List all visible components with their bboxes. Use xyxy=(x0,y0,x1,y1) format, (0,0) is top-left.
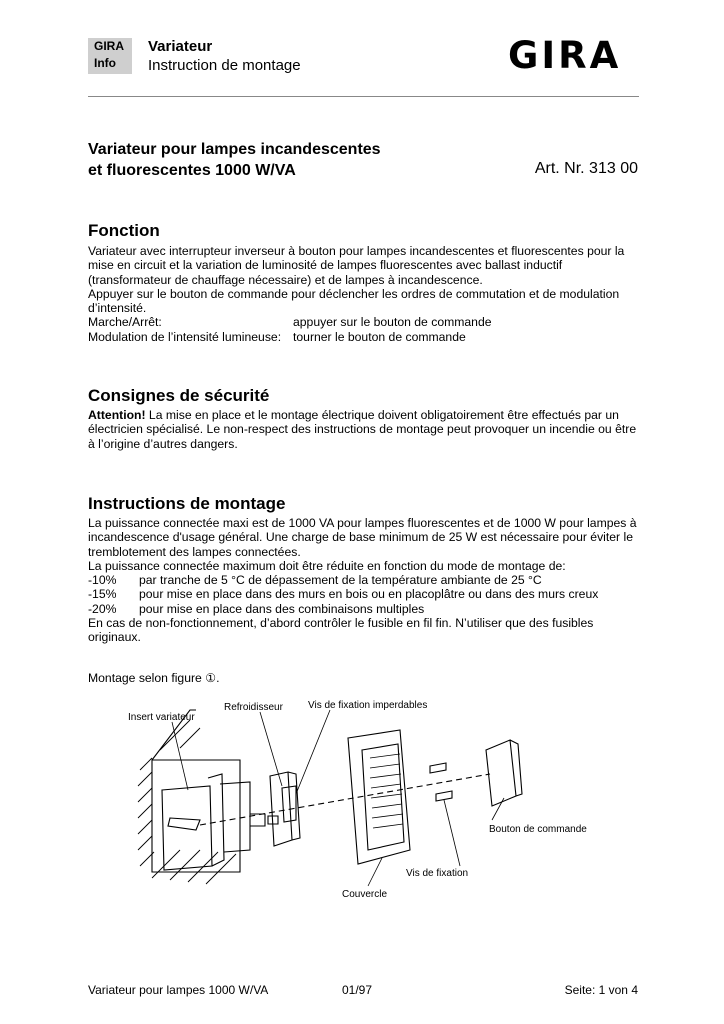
fonction-para2: Appuyer sur le bouton de commande pour déclencher les ordres de commutation et de modulation d’intensité. xyxy=(88,286,620,316)
badge-line1: GIRA xyxy=(94,39,124,53)
montage-para3: En cas de non-fonctionnement, d’abord contrôler le fusible en fil fin. N’utiliser que des fusibles originaux. xyxy=(88,616,594,645)
footer-title: Variateur pour lampes 1000 W/VA xyxy=(88,983,269,997)
operation-label: Modulation de l’intensité lumineuse: xyxy=(88,329,282,344)
leader-insert xyxy=(172,722,188,790)
montage-body xyxy=(88,516,638,645)
montage-para2: La puissance connectée maximum doit être réduite en fonction du mode de montage de: xyxy=(88,558,566,573)
footer-page: Seite: 1 von 4 xyxy=(564,983,638,997)
operation-row xyxy=(88,315,638,329)
operation-action: appuyer sur le bouton de commande xyxy=(293,315,492,330)
header-divider xyxy=(88,96,639,97)
cover-grille xyxy=(370,754,403,828)
wall-hatching xyxy=(138,720,236,884)
header-title: Variateur xyxy=(148,38,213,55)
reduction-text: par tranche de 5 °C de dépassement de la température ambiante de 25 °C xyxy=(139,573,542,588)
label-bouton-commande: Bouton de commande xyxy=(489,824,587,835)
reduction-row xyxy=(88,587,638,601)
label-insert-variateur: Insert variateur xyxy=(128,712,195,723)
figure-reference: Montage selon figure ①. xyxy=(88,671,220,685)
section-heading-fonction: Fonction xyxy=(88,221,160,240)
wall-box xyxy=(152,760,240,872)
securite-text: La mise en place et le montage électrique doivent obligatoirement être effectués par un électricien spécialisé. Le non-respect des instructions de montage peut provoquer un incendie ou être à l’origine d’autres dangers. xyxy=(88,408,637,451)
section-heading-securite: Consignes de sécurité xyxy=(88,386,270,405)
leader-heatsink xyxy=(260,712,282,786)
gira-logo: GIRA xyxy=(508,34,622,77)
attention-label: Attention! xyxy=(88,408,146,422)
operation-row xyxy=(88,330,638,344)
fonction-para1: Variateur avec interrupteur inverseur à bouton pour lampes incandescentes et fluorescentes pour la mise en circuit et la variation de luminosité de lampes fluorescentes avec ballast inductif (transformateur de chauffage nécessaire) et de lampes à incandescence. xyxy=(88,244,625,287)
operation-label: Marche/Arrêt: xyxy=(88,315,162,330)
label-couvercle: Couvercle xyxy=(342,889,388,900)
montage-para1: La puissance connectée maxi est de 1000 VA pour lampes fluorescentes et de 1000 W pour lampes à incandescence d'usage général. Une charge de base minimum de 25 W est nécessaire pour éviter le tremblotement des lampes connectées. xyxy=(88,516,637,559)
label-vis-fixation: Vis de fixation xyxy=(406,868,469,879)
reduction-row xyxy=(88,602,638,616)
article-number: Art. Nr. 313 00 xyxy=(534,160,638,177)
leader-knob xyxy=(492,798,504,820)
section-heading-montage: Instructions de montage xyxy=(88,494,286,513)
reduction-row xyxy=(88,573,638,587)
document-title-line1: Variateur pour lampes incandescentes xyxy=(88,141,381,158)
insert-frame xyxy=(162,786,212,870)
header-subtitle: Instruction de montage xyxy=(148,57,301,74)
operation-action: tourner le bouton de commande xyxy=(293,329,466,344)
leader-cover xyxy=(368,858,382,886)
reduction-pct: -10% xyxy=(88,573,117,588)
reduction-pct: -20% xyxy=(88,601,117,616)
screw-bottom xyxy=(436,791,452,801)
insert-shaft xyxy=(168,818,200,830)
fonction-body xyxy=(88,244,638,344)
label-vis-imperdables: Vis de fixation imperdables xyxy=(308,700,428,711)
reduction-text: pour mise en place dans des murs en bois ou en placoplâtre ou dans des murs creux xyxy=(139,587,599,602)
leader-screws-captive xyxy=(296,710,330,794)
cover-inner xyxy=(362,744,404,850)
control-knob-side xyxy=(510,740,522,796)
leader-screws xyxy=(444,800,460,866)
diagram-drawing xyxy=(138,710,522,886)
reduction-pct: -15% xyxy=(88,587,117,602)
badge-line2: Info xyxy=(94,56,116,70)
gira-info-badge xyxy=(88,38,132,74)
control-knob xyxy=(486,740,516,806)
reduction-text: pour mise en place dans des combinaisons multiples xyxy=(139,601,425,616)
label-refroidisseur: Refroidisseur xyxy=(224,702,283,713)
document-title-line2: et fluorescentes 1000 W/VA xyxy=(88,162,296,179)
document-title xyxy=(88,139,381,181)
securite-body xyxy=(88,408,638,451)
screw-top xyxy=(430,763,446,773)
footer-date: 01/97 xyxy=(342,983,373,997)
insert-body xyxy=(220,782,250,852)
mounting-diagram xyxy=(100,690,620,910)
